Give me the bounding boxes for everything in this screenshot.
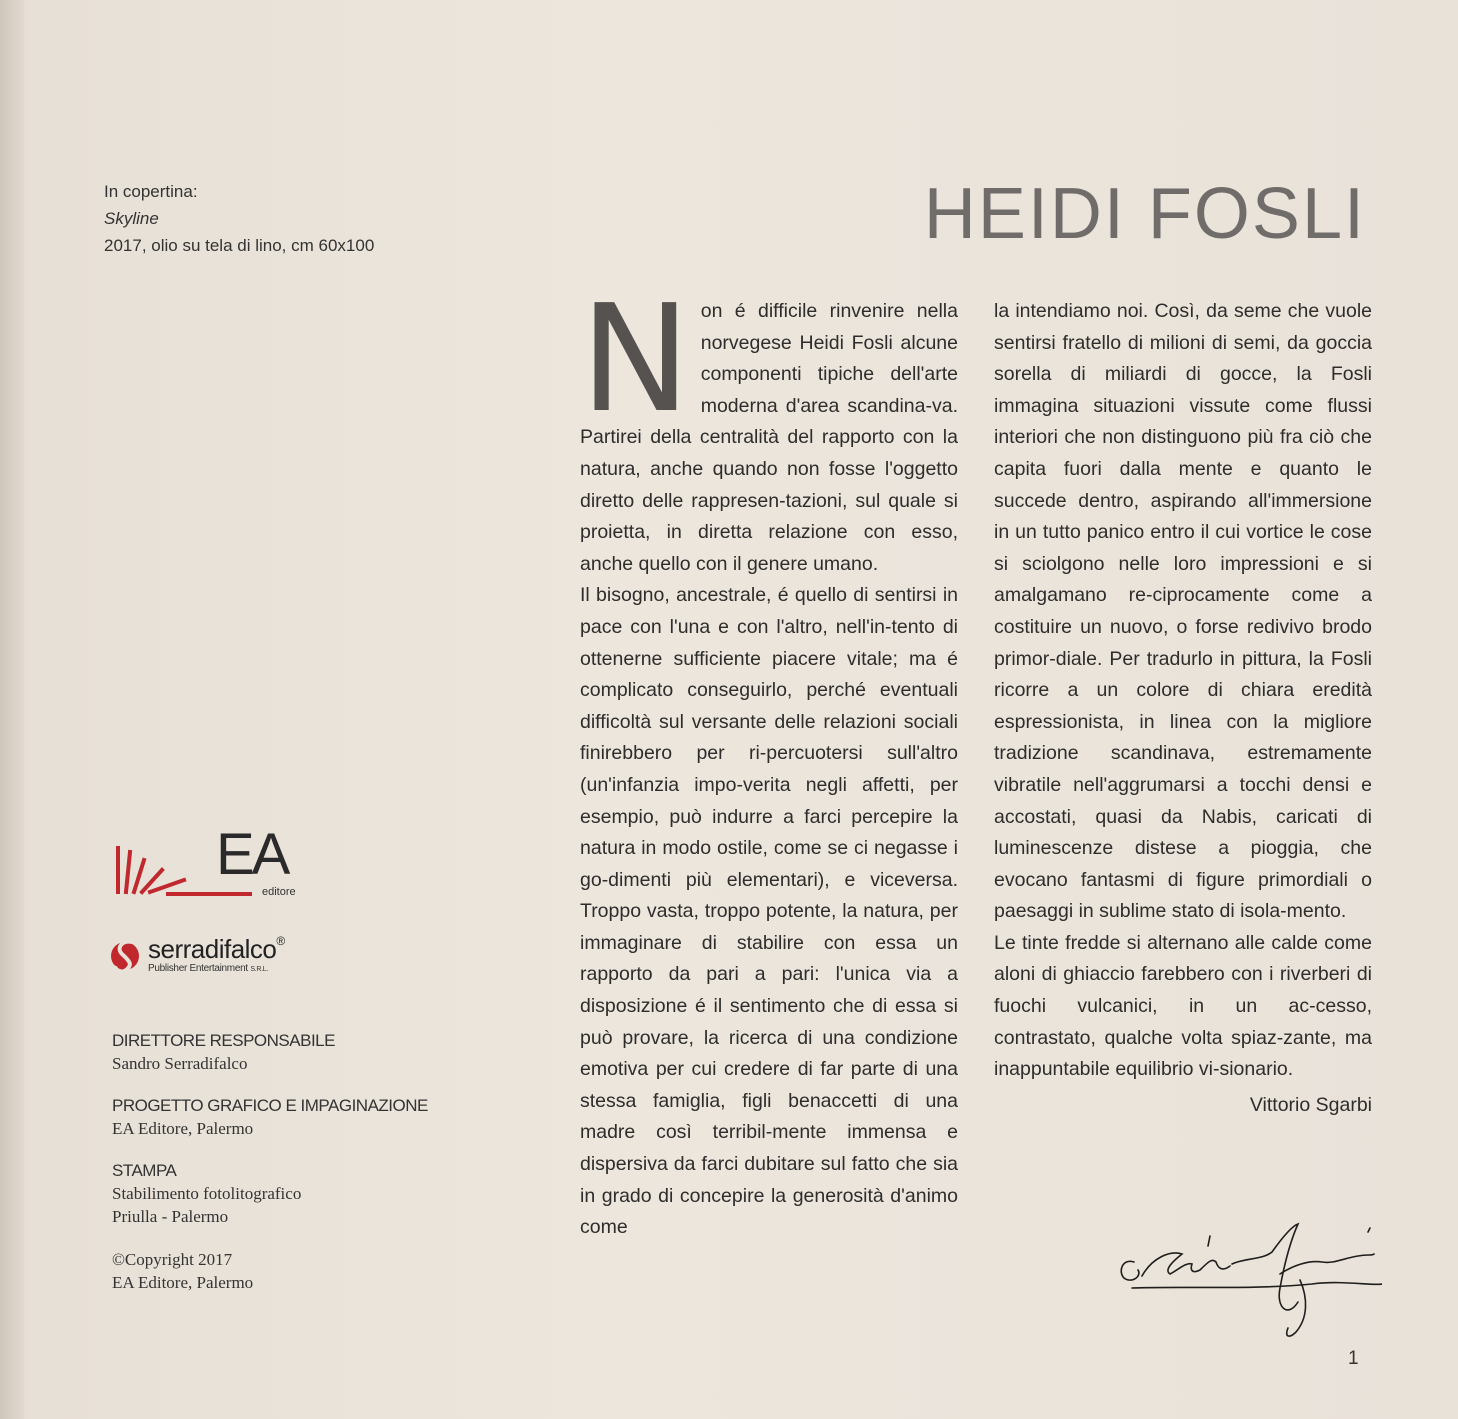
credit-line: ©Copyright 2017 (112, 1250, 233, 1269)
serradifalco-subtitle (148, 963, 268, 974)
credit-block (112, 1160, 428, 1228)
serradifalco-sub-text: Publisher Entertainment (148, 963, 248, 974)
serradifalco-emblem (108, 932, 146, 974)
serradifalco-logo (108, 932, 328, 978)
article-column-2 (994, 296, 1372, 1121)
credit-heading: DIRETTORE RESPONSABILE (112, 1031, 335, 1050)
credit-line: EA Editore, Palermo (112, 1273, 254, 1292)
credit-line: Sandro Serradifalco (112, 1054, 248, 1073)
article-column-1 (580, 273, 958, 1244)
credit-block (112, 1248, 428, 1294)
handwritten-signature (1112, 1218, 1382, 1348)
credit-line: EA Editore, Palermo (112, 1119, 254, 1138)
ea-logo-letters: EA (216, 822, 288, 887)
credit-block (112, 1095, 428, 1140)
serradifalco-name: serradifalco (148, 934, 277, 964)
article-paragraph: on é difficile rinvenire nella norvegese Heidi Fosli alcune componenti tipiche dell'arte moderna d'area scandina-va. Partirei della centralità del rapporto con la natura, anche quando non fosse l'oggetto diretto delle rappresen-tazioni, sul quale si proietta, in diretta relazione con esso, anche quello con il genere umano. (580, 300, 958, 575)
page-title: HEIDI FOSLI (923, 174, 1366, 254)
cover-caption-label: In copertina: (104, 182, 198, 201)
page-number: 1 (1348, 1348, 1359, 1369)
article-paragraph: Le tinte fredde si alternano alle calde come aloni di ghiaccio farebbero con i riverberi di fuochi vulcanici, in un ac-cesso, contrastato, qualche volta spiaz-zante, ma inappuntabile equilibrio vi-sionario. (994, 931, 1372, 1081)
article-paragraph: la intendiamo noi. Così, da seme che vuole sentirsi fratello di milioni di semi, da goccia sorella di miliardi di gocce, la Fosli immagina situazioni vissute come flussi interiori che non distinguono più fra ciò che capita fuori dalla mente e quanto le succede dentro, aspirando all'immersione in un tutto panico entro il cui vortice le cose si sciolgono nelle loro impressioni e si amalgamano re-ciprocamente come a costituire un nuovo, o forse redivivo brodo primor-diale. Per tradurlo in pittura, la Fosli ricorre a un colore di chiara eredità espressionista, in linea con la migliore tradizione scandinava, estremamente vibratile nell'aggrumarsi a tocchi densi e accostati, quasi da Nabis, caricati di luminescenze distese a pioggia, che evocano fantasmi di figure primordiali o paesaggi in sublime stato di isola-mento. (994, 300, 1372, 923)
ea-logo-subtitle: editore (262, 886, 296, 898)
cover-work-details: 2017, olio su tela di lino, cm 60x100 (104, 236, 375, 255)
registered-mark: ® (276, 934, 285, 948)
credit-line: Priulla - Palermo (112, 1207, 229, 1226)
credit-block (112, 1030, 428, 1075)
author-name: Vittorio Sgarbi (1249, 1093, 1372, 1116)
cover-work-title: Skyline (104, 209, 159, 228)
page-spine-shadow (0, 0, 24, 1419)
article-paragraph: Il bisogno, ancestrale, é quello di sentirsi in pace con l'una e con l'altro, nell'in-tento di ottenerne sufficiente piacere vitale; ma é complicato conseguirlo, perché eventuali difficoltà sul versante delle relazioni sociali finirebbero per ri-percuotersi sull'altro (un'infanzia impo-verita negli affetti, per esempio, può indurre a farci percepire la natura in modo ostile, come se ci negasse i go-dimenti più elementari), e viceversa. Troppo vasta, troppo potente, la natura, per immaginare di stabilire con essa un rapporto da pari a pari: l'unica via a disposizione é il sentimento che di essa si può provare, la ricerca di una condizione emotiva per cui credere di far parte di una stessa famiglia, figli benaccetti di una madre così terribil-mente immensa e dispersiva da farci dubitare sul fatto che sia in grado di concepire la generosità d'animo come (580, 584, 958, 1239)
colophon-credits (112, 1030, 428, 1314)
serradifalco-wordmark (148, 934, 285, 965)
credit-heading: PROGETTO GRAFICO E IMPAGINAZIONE (112, 1096, 428, 1115)
drop-cap: N (580, 273, 691, 445)
credit-line: Stabilimento fotolitografico (112, 1184, 302, 1203)
credit-heading: STAMPA (112, 1161, 177, 1180)
serradifalco-srl: S.R.L. (250, 966, 268, 973)
cover-caption (104, 178, 374, 259)
ea-editore-logo (112, 822, 312, 902)
